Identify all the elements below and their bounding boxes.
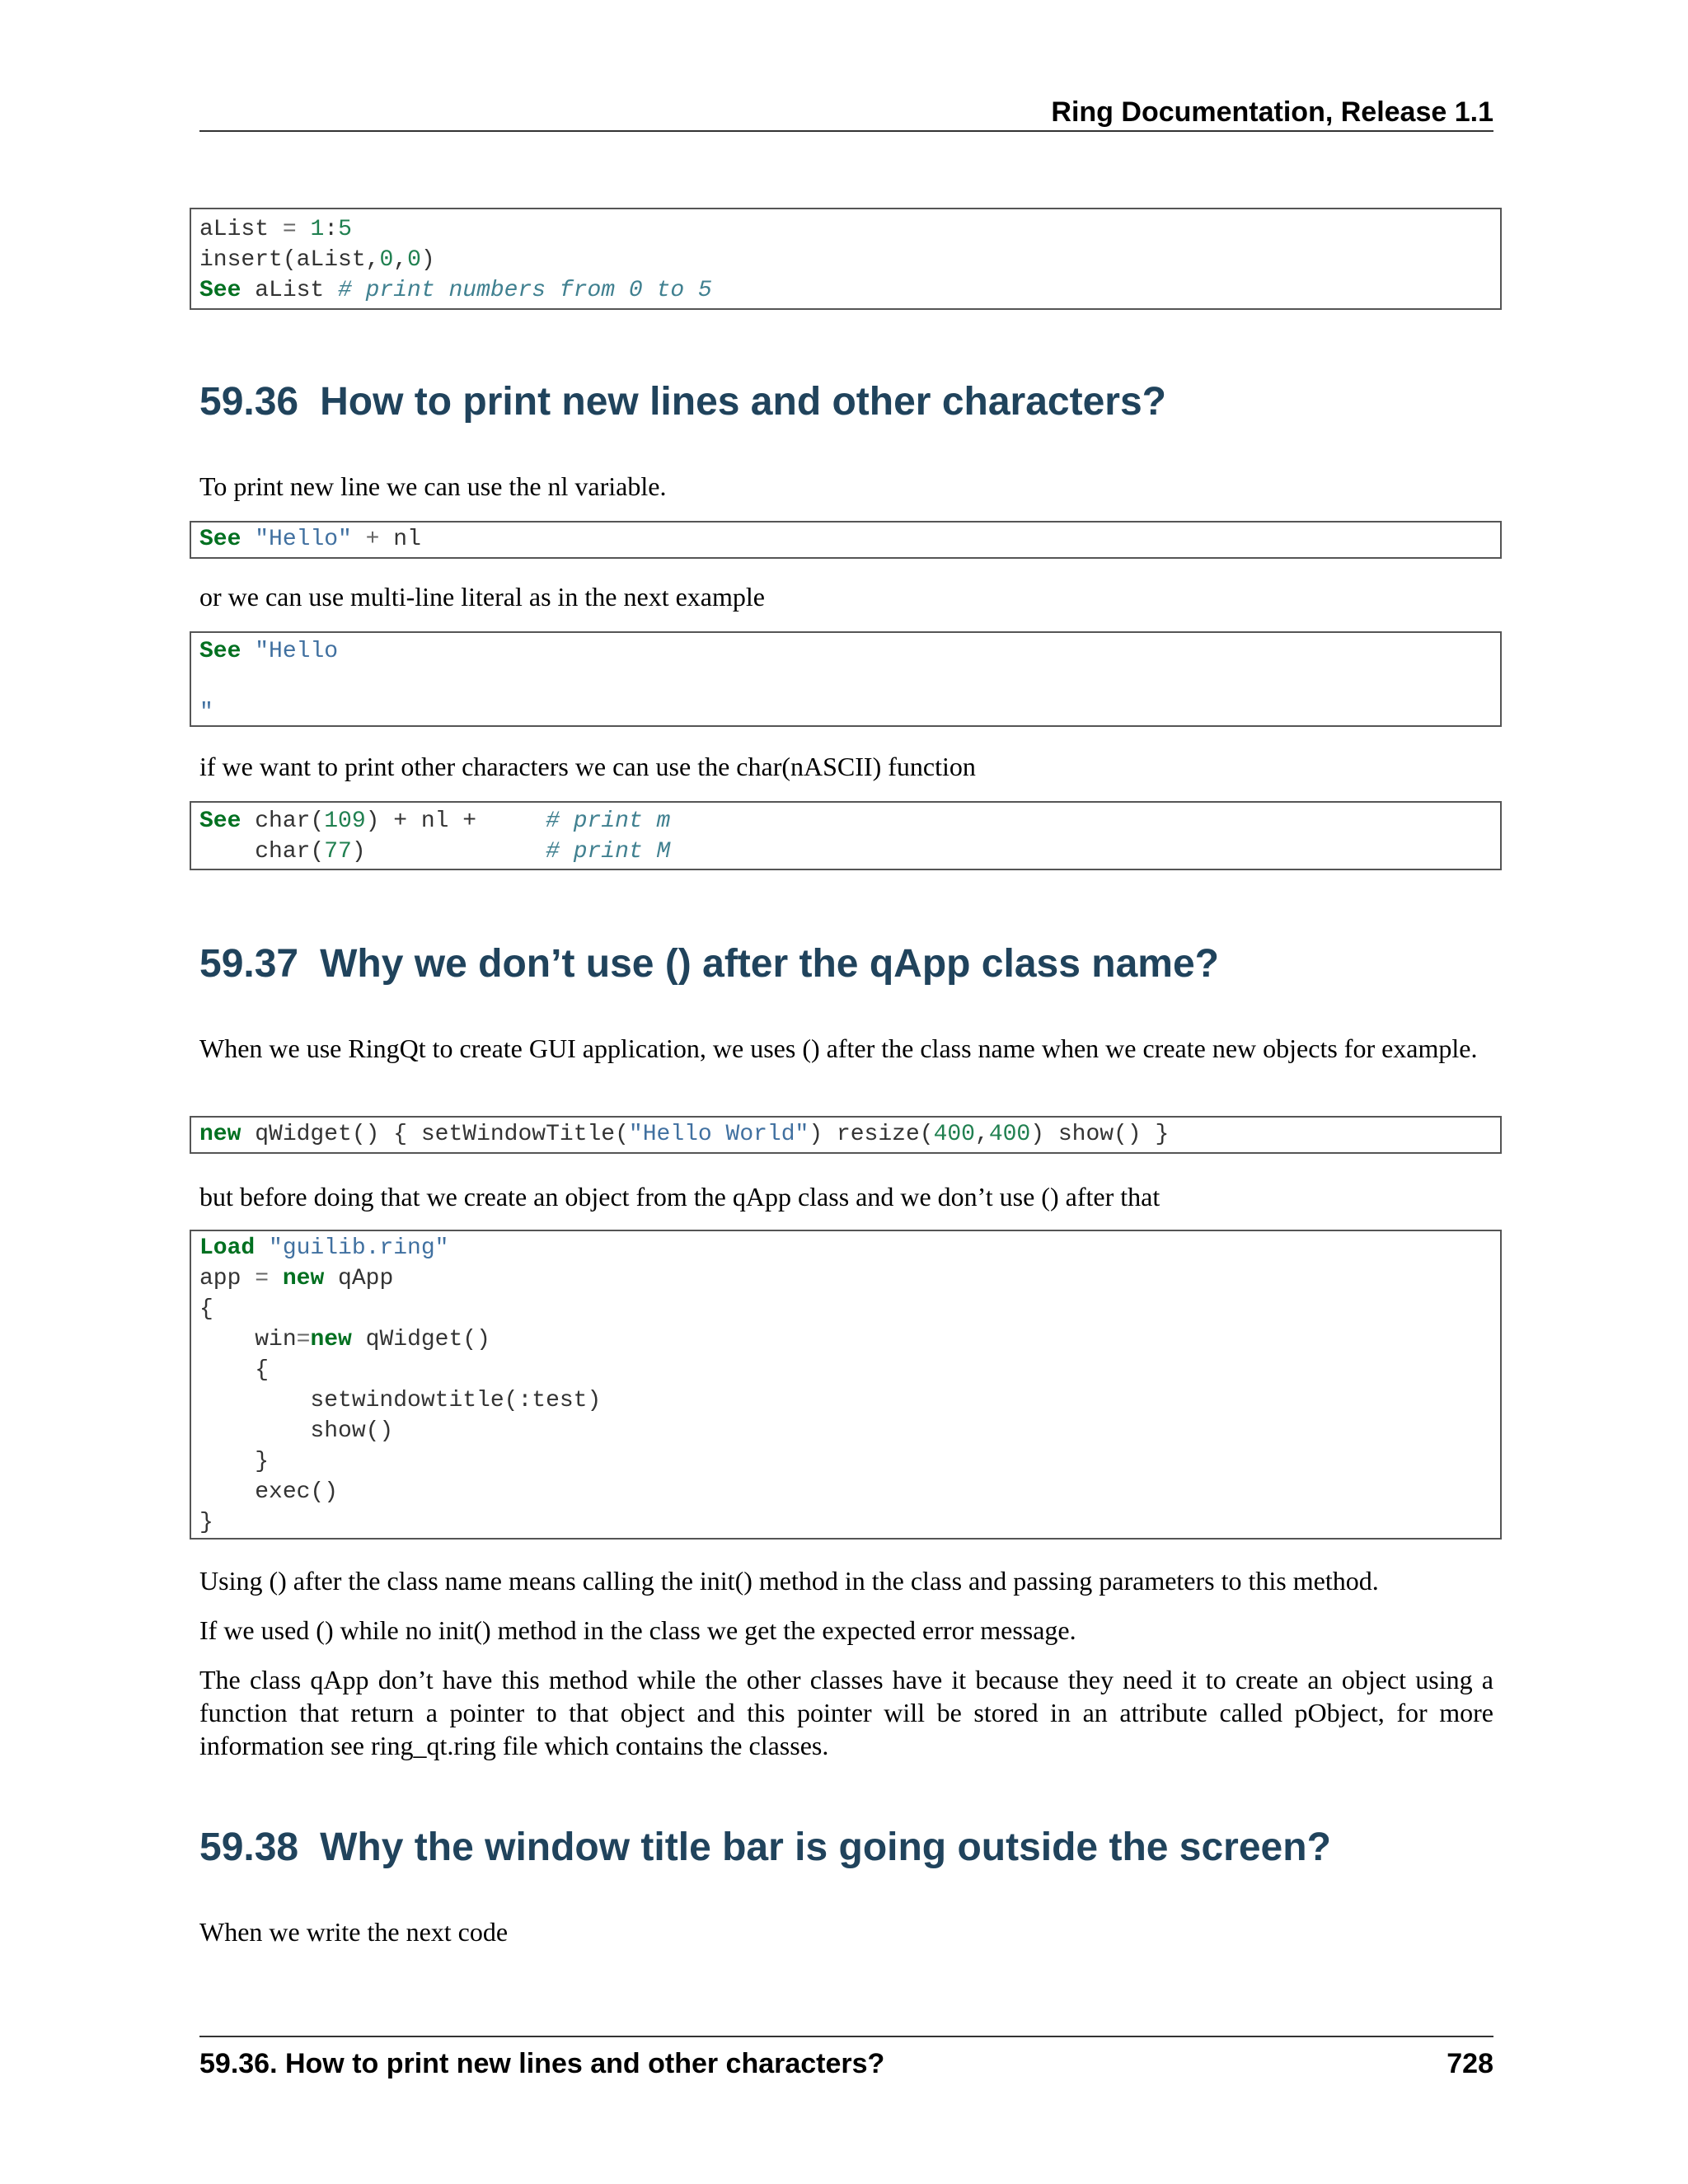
code-line: app = new qApp [199, 1266, 394, 1291]
paragraph: The class qApp don’t have this method while the other classes have it because they need it to create an object using a function that return a pointer to that object and this pointer will be stored in an attribute called pObject, for more information see ring_qt.ring file which contains the classes. [199, 1665, 1493, 1760]
code-line: See char(109) + nl + # print m [199, 808, 671, 834]
section-heading-59-36: 59.36 How to print new lines and other characters? [199, 380, 1166, 424]
code-block-multiline [190, 631, 1502, 727]
code-block-insert [190, 208, 1502, 310]
code-line: setwindowtitle(:test) [199, 1388, 602, 1413]
footer-rule [199, 2036, 1493, 2037]
code-line: } [199, 1510, 213, 1535]
paragraph: if we want to print other characters we can use the char(nASCII) function [199, 752, 976, 781]
code-line: insert(aList,0,0) [199, 247, 435, 273]
paragraph: To print new line we can use the nl variable. [199, 471, 667, 501]
code-line: See aList # print numbers from 0 to 5 [199, 278, 712, 303]
code-line: show() [199, 1418, 394, 1444]
footer-section-title: 59.36. How to print new lines and other characters? [199, 2048, 885, 2079]
code-block-qwidget [190, 1116, 1502, 1154]
code-line: win=new qWidget() [199, 1327, 490, 1352]
code-line: aList = 1:5 [199, 217, 352, 242]
code-line: { [199, 1296, 213, 1322]
code-block-nl [190, 521, 1502, 559]
paragraph: or we can use multi-line literal as in the next example [199, 582, 765, 612]
code-line: char(77) # print M [199, 839, 671, 865]
header-rule [199, 130, 1493, 132]
code-block-char [190, 801, 1502, 870]
code-line: { [199, 1357, 270, 1383]
code-line: Load "guilib.ring" [199, 1235, 449, 1261]
code-line: new qWidget() { setWindowTitle("Hello World") resize(400,400) show() } [199, 1122, 1170, 1147]
section-heading-59-38: 59.38 Why the window title bar is going outside the screen? [199, 1825, 1331, 1869]
paragraph: When we use RingQt to create GUI application, we uses () after the class name when we create new objects for example. [199, 1033, 1478, 1063]
code-line: See "Hello [199, 639, 339, 664]
running-footer [199, 2044, 1493, 2083]
paragraph: Using () after the class name means calling the init() method in the class and passing parameters to this method. [199, 1566, 1379, 1596]
section-heading-59-37: 59.37 Why we don’t use () after the qApp class name? [199, 942, 1219, 986]
page-number: 728 [1447, 2048, 1493, 2079]
paragraph: When we write the next code [199, 1917, 509, 1947]
code-line: exec() [199, 1479, 339, 1505]
paragraph: but before doing that we create an object from the qApp class and we don’t use () after that [199, 1182, 1160, 1212]
code-line: See "Hello" + nl [199, 527, 421, 552]
code-block-qapp [190, 1230, 1502, 1540]
paragraph: If we used () while no init() method in the class we get the expected error message. [199, 1615, 1076, 1645]
running-header: Ring Documentation, Release 1.1 [1051, 96, 1493, 128]
code-line: } [199, 1449, 270, 1474]
code-line: " [199, 700, 213, 725]
